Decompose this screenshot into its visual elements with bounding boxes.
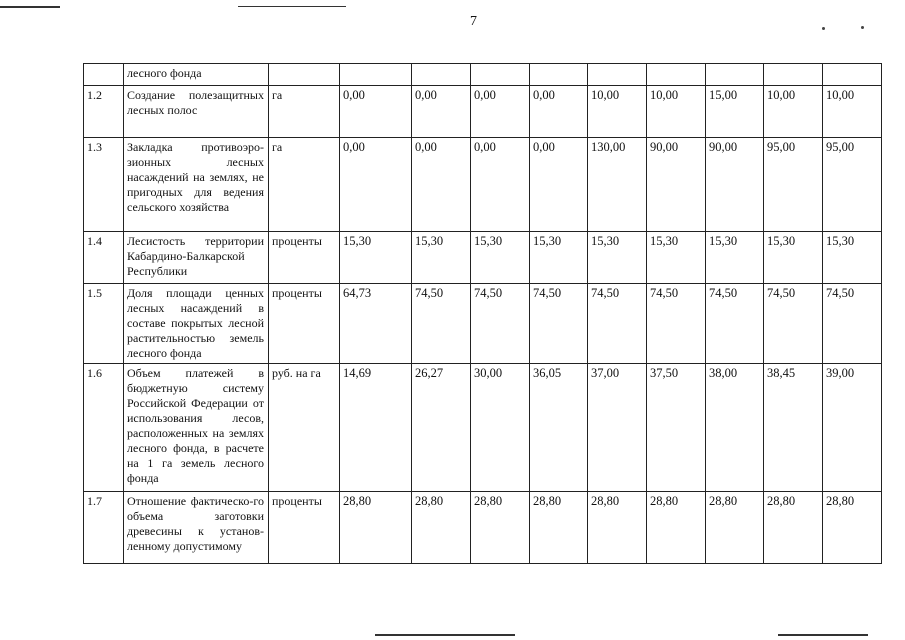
row-number-cell: 1.3 bbox=[84, 138, 124, 232]
scan-speck bbox=[861, 26, 864, 29]
value-cell: 0,00 bbox=[471, 86, 530, 138]
value-cell: 10,00 bbox=[647, 86, 706, 138]
value-cell: 74,50 bbox=[764, 284, 823, 364]
value-cell: 0,00 bbox=[340, 86, 412, 138]
row-number-cell: 1.5 bbox=[84, 284, 124, 364]
value-cell: 74,50 bbox=[706, 284, 764, 364]
value-cell: 30,00 bbox=[471, 364, 530, 492]
value-cell: 130,00 bbox=[588, 138, 647, 232]
indicator-name-cell: Доля площади ценных лесных насаждений в составе покрытых лесной растительностью земель лесного фонда bbox=[124, 284, 269, 364]
value-cell: 0,00 bbox=[412, 138, 471, 232]
value-cell: 15,00 bbox=[706, 86, 764, 138]
value-cell: 37,50 bbox=[647, 364, 706, 492]
unit-cell: проценты bbox=[269, 232, 340, 284]
value-cell: 74,50 bbox=[412, 284, 471, 364]
value-cell: 90,00 bbox=[706, 138, 764, 232]
value-cell: 74,50 bbox=[647, 284, 706, 364]
value-cell: 28,80 bbox=[647, 492, 706, 564]
value-cell: 15,30 bbox=[340, 232, 412, 284]
scan-artifact-line bbox=[238, 6, 346, 7]
value-cell: 36,05 bbox=[530, 364, 588, 492]
row-number-cell: 1.6 bbox=[84, 364, 124, 492]
value-cell: 28,80 bbox=[706, 492, 764, 564]
value-cell bbox=[764, 64, 823, 86]
value-cell: 15,30 bbox=[823, 232, 882, 284]
value-cell: 74,50 bbox=[588, 284, 647, 364]
value-cell: 90,00 bbox=[647, 138, 706, 232]
table-row bbox=[84, 64, 882, 86]
value-cell bbox=[471, 64, 530, 86]
value-cell: 26,27 bbox=[412, 364, 471, 492]
value-cell: 15,30 bbox=[588, 232, 647, 284]
value-cell bbox=[412, 64, 471, 86]
unit-cell: проценты bbox=[269, 492, 340, 564]
value-cell: 28,80 bbox=[471, 492, 530, 564]
scan-speck bbox=[822, 27, 825, 30]
value-cell: 38,45 bbox=[764, 364, 823, 492]
value-cell: 74,50 bbox=[530, 284, 588, 364]
table-row bbox=[84, 86, 882, 138]
row-number-cell bbox=[84, 64, 124, 86]
value-cell: 0,00 bbox=[530, 86, 588, 138]
indicators-table bbox=[83, 63, 882, 564]
row-number-cell: 1.2 bbox=[84, 86, 124, 138]
unit-cell bbox=[269, 64, 340, 86]
value-cell bbox=[647, 64, 706, 86]
value-cell: 28,80 bbox=[764, 492, 823, 564]
value-cell: 15,30 bbox=[647, 232, 706, 284]
unit-cell: га bbox=[269, 138, 340, 232]
indicator-name-cell: Лесистость территории Кабардино-Балкарской Республики bbox=[124, 232, 269, 284]
scan-artifact-line bbox=[0, 6, 60, 8]
table-row bbox=[84, 138, 882, 232]
indicator-name-cell: Создание полезащитных лесных полос bbox=[124, 86, 269, 138]
value-cell: 28,80 bbox=[340, 492, 412, 564]
value-cell: 0,00 bbox=[340, 138, 412, 232]
value-cell: 15,30 bbox=[412, 232, 471, 284]
value-cell: 28,80 bbox=[412, 492, 471, 564]
unit-cell: проценты bbox=[269, 284, 340, 364]
table-row bbox=[84, 232, 882, 284]
indicator-name-cell: Объем платежей в бюджетную систему Российской Федерации от использования лесов, расположенных на землях лесного фонда, в расчете на 1 га земель лесного фонда bbox=[124, 364, 269, 492]
unit-cell: га bbox=[269, 86, 340, 138]
indicator-name-cell: лесного фонда bbox=[124, 64, 269, 86]
value-cell: 14,69 bbox=[340, 364, 412, 492]
value-cell: 15,30 bbox=[764, 232, 823, 284]
value-cell: 0,00 bbox=[412, 86, 471, 138]
row-number-cell: 1.4 bbox=[84, 232, 124, 284]
value-cell bbox=[823, 64, 882, 86]
value-cell: 28,80 bbox=[588, 492, 647, 564]
value-cell bbox=[340, 64, 412, 86]
value-cell: 74,50 bbox=[823, 284, 882, 364]
value-cell: 0,00 bbox=[530, 138, 588, 232]
value-cell: 39,00 bbox=[823, 364, 882, 492]
value-cell: 95,00 bbox=[764, 138, 823, 232]
value-cell: 74,50 bbox=[471, 284, 530, 364]
value-cell: 64,73 bbox=[340, 284, 412, 364]
indicator-name-cell: Отношение фактическо-го объема заготовки древесины к установ-ленному допустимому bbox=[124, 492, 269, 564]
value-cell: 95,00 bbox=[823, 138, 882, 232]
value-cell bbox=[588, 64, 647, 86]
value-cell: 15,30 bbox=[530, 232, 588, 284]
table-row bbox=[84, 492, 882, 564]
value-cell: 37,00 bbox=[588, 364, 647, 492]
scan-artifact-line bbox=[778, 634, 868, 636]
row-number-cell: 1.7 bbox=[84, 492, 124, 564]
value-cell: 28,80 bbox=[530, 492, 588, 564]
value-cell: 15,30 bbox=[706, 232, 764, 284]
table-row bbox=[84, 364, 882, 492]
page-number: 7 bbox=[470, 14, 477, 29]
value-cell: 10,00 bbox=[764, 86, 823, 138]
indicator-name-cell: Закладка противоэро-зионных лесных насаждений на землях, не пригодных для ведения сельского хозяйства bbox=[124, 138, 269, 232]
value-cell: 10,00 bbox=[823, 86, 882, 138]
unit-cell: руб. на га bbox=[269, 364, 340, 492]
value-cell: 28,80 bbox=[823, 492, 882, 564]
value-cell: 38,00 bbox=[706, 364, 764, 492]
scan-artifact-line bbox=[375, 634, 515, 636]
value-cell: 0,00 bbox=[471, 138, 530, 232]
value-cell: 10,00 bbox=[588, 86, 647, 138]
table-row bbox=[84, 284, 882, 364]
value-cell bbox=[706, 64, 764, 86]
value-cell: 15,30 bbox=[471, 232, 530, 284]
value-cell bbox=[530, 64, 588, 86]
